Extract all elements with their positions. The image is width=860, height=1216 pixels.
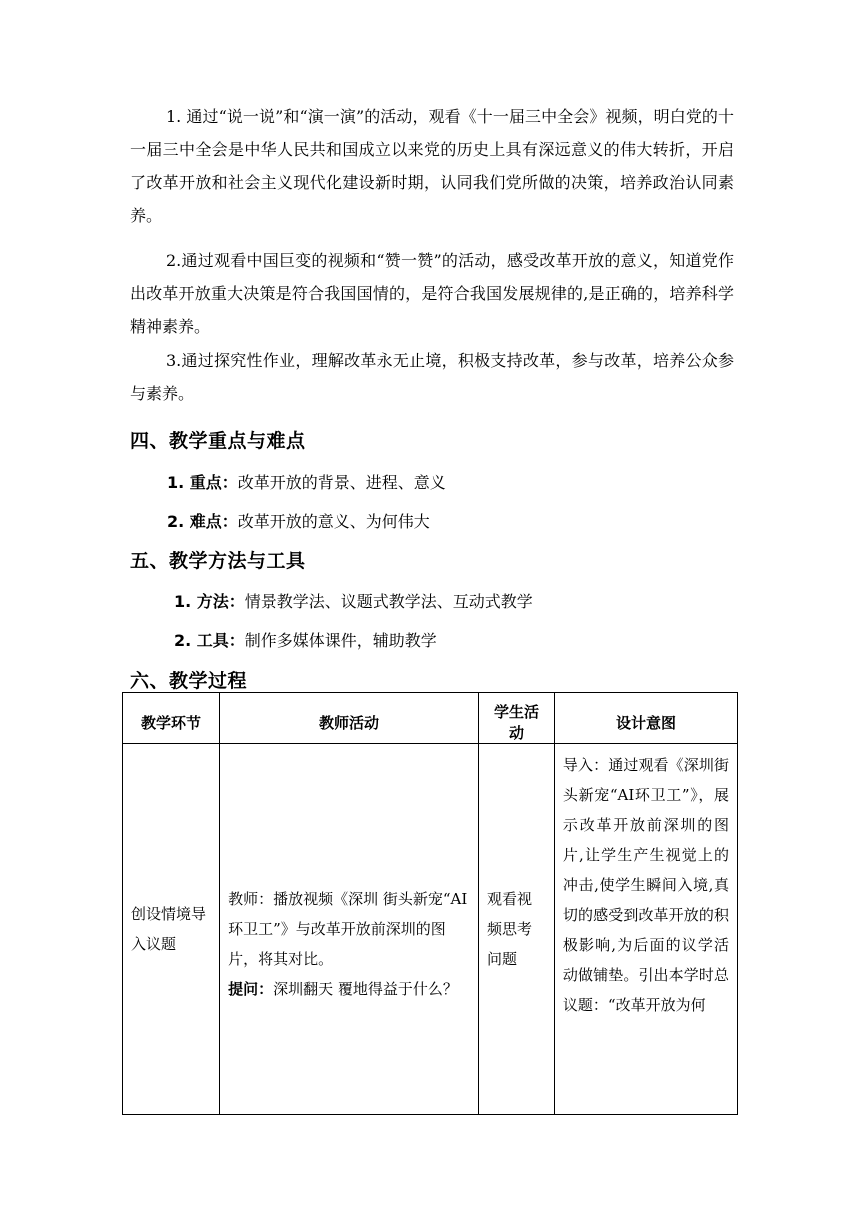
key-point-label: 1. 重点： (167, 473, 238, 492)
difficulty-item (167, 509, 430, 532)
method-item (174, 589, 533, 612)
cell-stage (123, 744, 220, 1115)
tool-label: 2. 工具： (174, 631, 245, 650)
key-point-item (167, 470, 446, 493)
cell-student-activity (479, 744, 555, 1115)
tool-text: 制作多媒体课件，辅助教学 (244, 631, 437, 650)
header-design-intent: 设计意图 (554, 693, 737, 744)
section-heading-methods: 五、教学方法与工具 (130, 550, 306, 572)
key-point-text: 改革开放的背景、进程、意义 (237, 473, 446, 492)
goal-paragraph-2: 2.通过观看中国巨变的视频和“赞一赞”的活动，感受改革开放的意义，知道党作出改革开放重大决策是符合我国国情的，是符合我国发展规律的,是正确的，培养科学精神素养。 (130, 251, 734, 336)
table-header-row (123, 693, 738, 744)
header-stage: 教学环节 (123, 693, 220, 744)
design-intent-text: 导入：通过观看《深圳街头新宠“AI环卫工”》，展示改革开放前深圳的图片,让学生产生视觉上的冲击,使学生瞬间入境,真切的感受到改革开放的积极影响,为后面的议学活动做铺垫。引出本学时总议题：“改革开放为何 (562, 756, 729, 1014)
student-activity-text: 观看视频思考问题 (487, 890, 533, 968)
header-teacher-activity: 教师活动 (220, 693, 479, 744)
table-row (123, 744, 738, 1115)
stage-text: 创设情境导入议题 (131, 905, 207, 953)
method-label: 1. 方法： (174, 592, 245, 611)
method-text: 情景教学法、议题式教学法、互动式教学 (244, 592, 533, 611)
question-label: 提问： (228, 980, 274, 998)
difficulty-label: 2. 难点： (167, 512, 238, 531)
tool-item (174, 628, 437, 651)
teacher-activity-body: 教师：播放视频《深圳 街头新宠“AI环卫工”》与改革开放前深圳的图片，将其对比。 (228, 890, 468, 968)
question-text: 深圳翻天 覆地得益于什么？ (273, 980, 458, 998)
section-heading-process: 六、教学过程 (130, 670, 248, 692)
cell-design-intent (554, 744, 737, 1115)
difficulty-text: 改革开放的意义、为何伟大 (237, 512, 430, 531)
teacher-activity-text (228, 854, 470, 1004)
goal-paragraph-1: 1. 通过“说一说”和“演一演”的活动，观看《十一届三中全会》视频，明白党的十一届三中全会是中华人民共和国成立以来党的历史上具有深远意义的伟大转折，开启了改革开放和社会主义现代化建设新时期，认同我们党所做的决策，培养政治认同素养。 (130, 107, 734, 225)
goal-paragraph-3: 3.通过探究性作业，理解改革永无止境，积极支持改革，参与改革，培养公众参与素养。 (130, 351, 734, 403)
header-student-activity: 学生活动 (479, 693, 555, 744)
cell-teacher-activity (220, 744, 479, 1115)
teaching-process-table (122, 692, 738, 1115)
section-heading-key-points: 四、教学重点与难点 (130, 430, 306, 452)
